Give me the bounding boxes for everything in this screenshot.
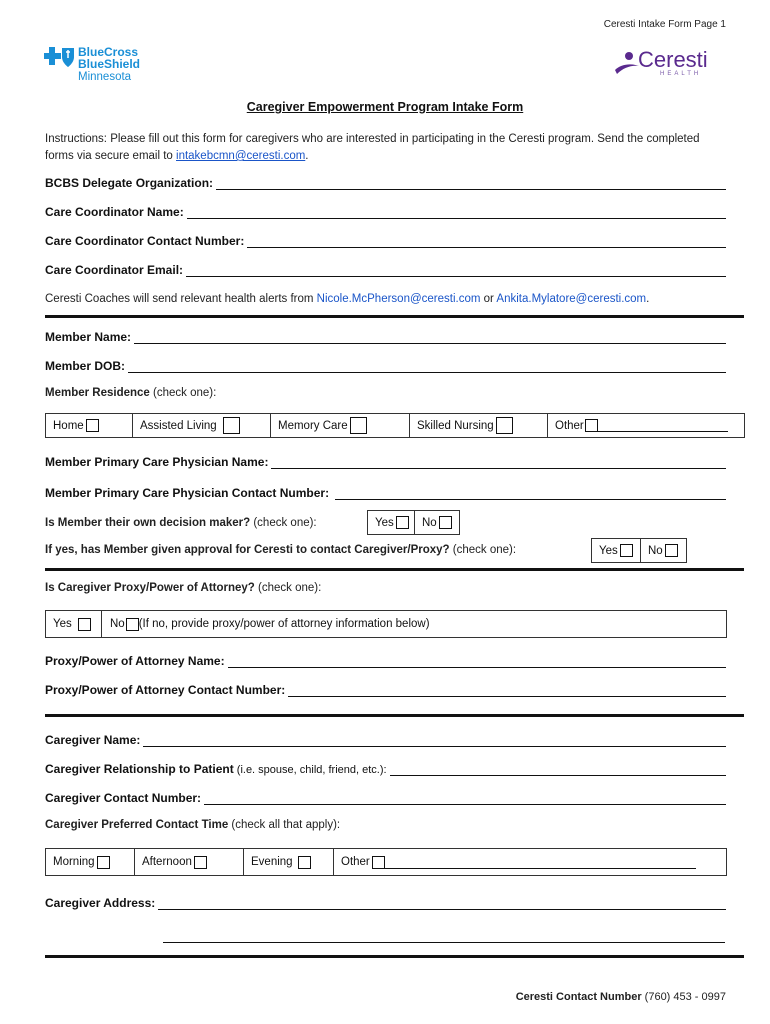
no-label: No [648, 544, 663, 557]
pcp-name-field[interactable] [45, 455, 726, 469]
caregiver-address-label: Caregiver Address: [45, 896, 156, 910]
proxy-contact-field[interactable] [45, 683, 726, 697]
approval-yes-checkbox[interactable] [620, 544, 633, 557]
page-label: Ceresti Intake Form Page 1 [603, 19, 726, 30]
alert-note [45, 293, 649, 305]
coordinator-contact-field[interactable] [45, 234, 726, 248]
approval-label: If yes, has Member given approval for Ceresti to contact Caregiver/Proxy? [45, 544, 450, 556]
member-residence-hint: (check one): [149, 387, 217, 399]
caregiver-contact-line[interactable] [204, 793, 726, 805]
evening-checkbox[interactable] [298, 856, 311, 869]
home-checkbox[interactable] [86, 419, 99, 432]
alert-email-1[interactable]: Nicole.McPherson@ceresti.com [316, 293, 481, 305]
no-label: No [422, 516, 437, 529]
approval-hint: (check one): [449, 544, 517, 556]
proxy-no-option[interactable] [102, 611, 726, 637]
instructions-end: . [305, 150, 309, 162]
time-option-label: Other [341, 856, 370, 868]
proxy-name-line[interactable] [228, 656, 726, 668]
morning-checkbox[interactable] [97, 856, 110, 869]
member-name-field[interactable] [45, 330, 726, 344]
approval-yes-option[interactable] [592, 539, 641, 562]
coordinator-email-line[interactable] [186, 265, 726, 277]
caregiver-contact-label: Caregiver Contact Number: [45, 791, 202, 805]
ceresti-logo-text: Ceresti [638, 47, 708, 72]
caregiver-name-line[interactable] [143, 735, 726, 747]
caregiver-relationship-label [45, 762, 390, 776]
residence-option-other[interactable] [548, 414, 742, 437]
decision-maker-question [45, 517, 317, 529]
caregiver-address-line-1[interactable] [158, 898, 726, 910]
member-residence-heading [45, 387, 216, 399]
other-time-checkbox[interactable] [372, 856, 385, 869]
proxy-question [45, 582, 321, 594]
bcbs-cross-shield-icon [44, 45, 76, 69]
caregiver-address-field[interactable] [45, 896, 726, 910]
member-name-line[interactable] [134, 332, 726, 344]
residence-option-label: Memory Care [278, 419, 348, 432]
member-dob-label: Member DOB: [45, 359, 126, 373]
afternoon-checkbox[interactable] [194, 856, 207, 869]
residence-option-label: Home [53, 419, 84, 432]
form-title: Caregiver Empowerment Program Intake Form [246, 100, 524, 114]
member-name-label: Member Name: [45, 330, 132, 344]
proxy-name-label: Proxy/Power of Attorney Name: [45, 654, 225, 668]
caregiver-address-line-2[interactable] [163, 942, 725, 943]
caregiver-relationship-line[interactable] [390, 764, 726, 776]
pcp-name-line[interactable] [271, 457, 726, 469]
section-divider-3 [45, 714, 744, 717]
relationship-hint: (i.e. spouse, child, friend, etc.): [233, 764, 387, 776]
time-option-label: Evening [251, 856, 293, 868]
no-label: No [110, 618, 125, 630]
section-divider-4 [45, 955, 744, 958]
coordinator-email-field[interactable] [45, 263, 726, 277]
other-time-line[interactable] [385, 856, 696, 869]
member-dob-field[interactable] [45, 359, 726, 373]
proxy-contact-line[interactable] [288, 685, 726, 697]
bcbs-region: Minnesota [78, 71, 132, 83]
instructions [45, 131, 731, 165]
memory-care-checkbox[interactable] [350, 417, 367, 434]
residence-option-assisted-living[interactable] [133, 414, 271, 437]
caregiver-name-field[interactable] [45, 733, 726, 747]
time-option-other[interactable] [334, 849, 726, 875]
assisted-living-checkbox[interactable] [223, 417, 240, 434]
relationship-label-text: Caregiver Relationship to Patient [45, 762, 234, 776]
footer-label: Ceresti Contact Number [515, 991, 642, 1003]
decision-maker-hint: (check one): [250, 517, 317, 529]
proxy-question-label: Is Caregiver Proxy/Power of Attorney? [45, 582, 255, 594]
ceresti-logo-icon [613, 48, 641, 78]
residence-option-label: Other [555, 419, 584, 432]
time-option-morning[interactable] [46, 849, 135, 875]
proxy-no-checkbox[interactable] [126, 618, 139, 631]
bcbs-name-line1: BlueCross [78, 45, 139, 59]
residence-option-label: Skilled Nursing [417, 419, 494, 432]
time-option-label: Afternoon [142, 856, 192, 868]
proxy-contact-label: Proxy/Power of Attorney Contact Number: [45, 683, 286, 697]
contact-time-hint: (check all that apply): [228, 819, 341, 831]
pcp-contact-field[interactable] [45, 486, 726, 500]
alert-text: Ceresti Coaches will send relevant health alerts from [45, 293, 317, 305]
section-divider-1 [45, 315, 744, 318]
ceresti-tagline: HEALTH [660, 71, 702, 77]
time-option-evening[interactable] [244, 849, 334, 875]
coordinator-contact-label: Care Coordinator Contact Number: [45, 234, 245, 248]
proxy-no-note: (If no, provide proxy/power of attorney information below) [138, 618, 430, 630]
section-divider-2 [45, 568, 744, 571]
coordinator-name-field[interactable] [45, 205, 726, 219]
delegate-org-label: BCBS Delegate Organization: [45, 176, 214, 190]
instructions-text: Instructions: Please fill out this form for caregivers who are interested in participating in the Ceresti program. Send the completed forms via secure email to [45, 133, 700, 162]
alert-email-2[interactable]: Ankita.Mylatore@ceresti.com [496, 293, 647, 305]
time-option-label: Morning [53, 856, 95, 868]
yes-label: Yes [375, 516, 394, 529]
decision-no-option[interactable] [415, 511, 459, 534]
approval-no-option[interactable] [641, 539, 686, 562]
caregiver-name-label: Caregiver Name: [45, 733, 141, 747]
delegate-org-line[interactable] [216, 178, 726, 190]
approval-options [591, 538, 687, 563]
caregiver-contact-field[interactable] [45, 791, 726, 805]
member-dob-line[interactable] [128, 361, 726, 373]
contact-time-heading [45, 819, 340, 831]
pcp-name-label: Member Primary Care Physician Name: [45, 455, 269, 469]
intake-email-link[interactable]: intakebcmn@ceresti.com [176, 150, 306, 162]
footer-number: (760) 453 - 0997 [641, 991, 726, 1003]
residence-options-row [45, 413, 745, 438]
contact-time-options-row [45, 848, 727, 876]
decision-maker-label: Is Member their own decision maker? [45, 517, 251, 529]
delegate-org-field[interactable] [45, 176, 726, 190]
residence-option-label: Assisted Living [140, 419, 217, 432]
proxy-question-hint: (check one): [254, 582, 322, 594]
proxy-options-row [45, 610, 727, 638]
coordinator-name-line[interactable] [187, 207, 726, 219]
time-option-afternoon[interactable] [135, 849, 244, 875]
approval-question [45, 544, 516, 556]
footer-contact [516, 991, 726, 1003]
decision-yes-checkbox[interactable] [396, 516, 409, 529]
residence-option-home[interactable] [46, 414, 133, 437]
coordinator-contact-line[interactable] [247, 236, 726, 248]
alert-end: . [646, 293, 650, 305]
other-checkbox[interactable] [585, 419, 598, 432]
contact-time-label: Caregiver Preferred Contact Time [45, 819, 229, 831]
member-residence-label: Member Residence [45, 387, 150, 399]
skilled-nursing-checkbox[interactable] [496, 417, 513, 434]
residence-option-memory-care[interactable] [271, 414, 410, 437]
yes-label: Yes [599, 544, 618, 557]
coordinator-name-label: Care Coordinator Name: [45, 205, 184, 219]
yes-label: Yes [53, 618, 72, 630]
pcp-contact-label: Member Primary Care Physician Contact Number: [45, 486, 330, 500]
caregiver-relationship-field[interactable] [45, 762, 726, 776]
decision-maker-options [367, 510, 460, 535]
residence-option-skilled-nursing[interactable] [410, 414, 548, 437]
proxy-yes-option[interactable] [46, 611, 102, 637]
coordinator-email-label: Care Coordinator Email: [45, 263, 184, 277]
pcp-contact-line[interactable] [335, 488, 726, 500]
proxy-yes-checkbox[interactable] [78, 618, 91, 631]
proxy-name-field[interactable] [45, 654, 726, 668]
bcbs-logo-text [78, 46, 140, 84]
approval-no-checkbox[interactable] [665, 544, 678, 557]
decision-yes-option[interactable] [368, 511, 415, 534]
other-residence-line[interactable] [598, 419, 728, 432]
bcbs-name-line2: BlueShield [78, 57, 141, 71]
alert-or: or [480, 293, 497, 305]
decision-no-checkbox[interactable] [439, 516, 452, 529]
